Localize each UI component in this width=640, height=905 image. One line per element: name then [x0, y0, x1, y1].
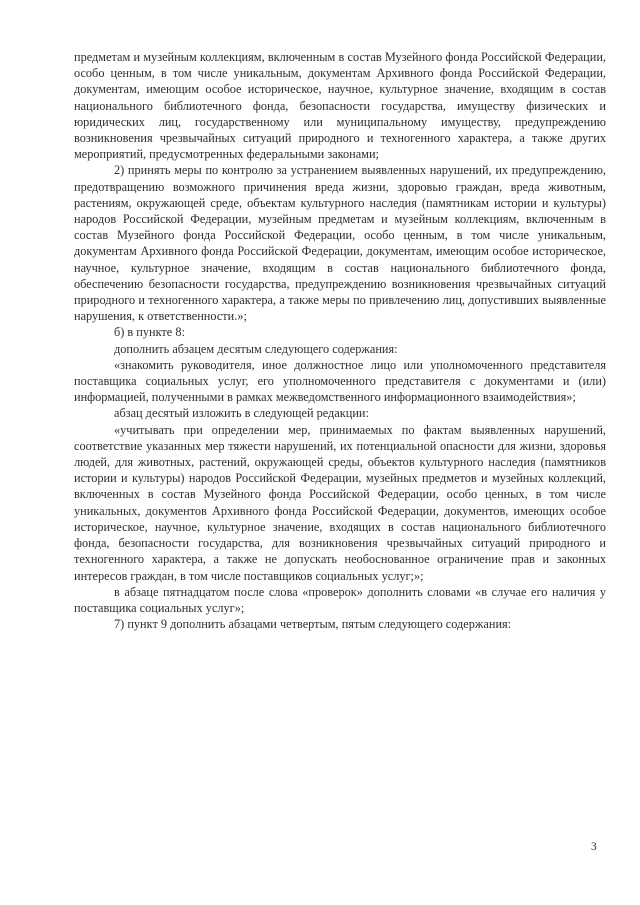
paragraph-add-tenth: дополнить абзацем десятым следующего содержания:	[114, 341, 398, 356]
paragraph-quote-consider: «учитывать при определении мер, принимаемых по фактам выявленных нарушений, соответствие указанных мер тяжести нарушений, их потенциальной опасности для жизни, здоровья людей, для животных, растений, окружающей среды, объектов культурного наследия (памятников истории и культуры) народов Российской Федерации, музейных предметов и музейных коллекций, включенных в состав Музейного фонда Российской Федерации, особо ценных, в том числе уникальных, документов Архивного фонда Российской Федерации, документов, имеющих особое историческое, научное, культурное значение, входящих в состав национального библиотечного фонда, безопасности государства, для возникновения чрезвычайных ситуаций природного и техногенного характера, а также не допускать необоснованное ограничение прав и законных интересов граждан, в том числе поставщиков социальных услуг;»;	[74, 422, 606, 583]
paragraph-tenth-edit: абзац десятый изложить в следующей редакции:	[114, 406, 369, 421]
paragraph-item-7: 7) пункт 9 дополнить абзацами четвертым, пятым следующего содержания:	[114, 617, 512, 632]
page-number: 3	[591, 841, 597, 853]
paragraph-fifteenth: в абзаце пятнадцатом после слова «проверок» дополнить словами «в случае его наличия у поставщика социальных услуг»;	[74, 584, 606, 615]
paragraph-continuation: предметам и музейным коллекциям, включенным в состав Музейного фонда Российской Федерации, особо ценным, в том числе уникальным, документам Архивного фонда Российской Федерации, документам, имеющим особое историческое, научное, культурное значение, входящим в состав национального библиотечного фонда, безопасности государства, имуществу физических и юридических лиц, государственному или муниципальному имуществу, предупреждению возникновения чрезвычайных ситуаций природного и техногенного характера, а также других мероприятий, предусмотренных федеральными законами;	[74, 50, 606, 162]
document-body	[74, 49, 606, 632]
paragraph-item-2: 2) принять меры по контролю за устранением выявленных нарушений, их предупреждению, предотвращению возможного причинения вреда жизни, здоровью граждан, вреда животным, растениям, окружающей среде, объектам культурного наследия (памятникам истории и культуры) народов Российской Федерации, музейным предметам и музейным коллекциям, включенным в состав Музейного фонда Российской Федерации, особо ценным, в том числе уникальным, документам Архивного фонда Российской Федерации, документам, имеющим особое историческое, научное, культурное значение, входящим в состав национального библиотечного фонда, обеспечению безопасности государства, предупреждению возникновения чрезвычайных ситуаций природного и техногенного характера, а также меры по привлечению лиц, допустивших выявленные нарушения, к ответственности.»;	[74, 163, 606, 324]
paragraph-quote-inform: «знакомить руководителя, иное должностное лицо или уполномоченного представителя поставщика социальных услуг, его уполномоченного представителя с документами и (или) информацией, полученными в рамках межведомственного информационного взаимодействия»;	[74, 357, 606, 405]
paragraph-item-b: б) в пункте 8:	[114, 325, 185, 340]
